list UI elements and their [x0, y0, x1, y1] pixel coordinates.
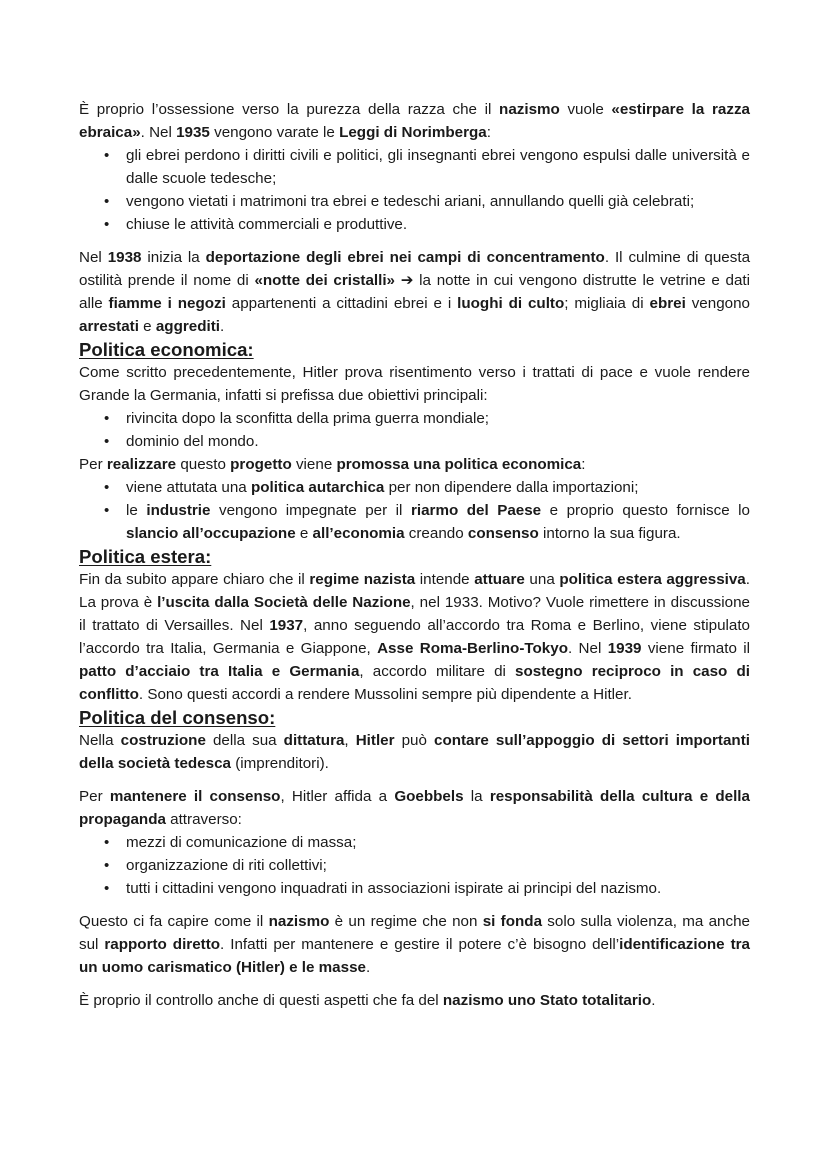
bold-text: «estirpare la razza ebraica»: [79, 101, 750, 141]
bold-text: all’economia: [312, 525, 405, 542]
text-run: :: [486, 124, 491, 141]
bold-text: attuare: [474, 571, 525, 588]
text-run: viene: [291, 456, 337, 473]
bold-text: dittatura: [283, 732, 345, 749]
text-run: è un regime che non: [329, 913, 483, 930]
list-objectives: [79, 407, 750, 453]
bold-text: arrestati: [79, 318, 139, 335]
text-run: .: [365, 959, 371, 976]
text-run: Per: [79, 788, 110, 805]
text-run: . La prova è: [79, 571, 750, 611]
bold-text: Asse Roma-Berlino-Tokyo: [377, 640, 568, 657]
text-run: Come scritto precedentemente, Hitler prova risentimento verso i trattati di pace e vuole rendere Grande la Germania, infatti si prefissa due obiettivi principali:: [79, 364, 750, 404]
text-run: :: [581, 456, 586, 473]
text-run: . Il culmine di questa ostilità prende il nome di: [79, 249, 751, 289]
bold-text: regime nazista: [309, 571, 416, 588]
paragraph-consensus-goebbels: [79, 785, 750, 831]
paragraph-1938-deportation: [79, 246, 750, 338]
list-economic-measures: [79, 476, 750, 545]
bold-text: l’uscita dalla Società delle Nazione: [157, 594, 411, 611]
text-run: questo: [176, 456, 231, 473]
bold-text: patto d’acciaio tra Italia e Germania: [79, 663, 360, 680]
text-run: viene attutata una: [126, 479, 251, 496]
text-run: Nella: [79, 732, 121, 749]
text-run: la: [463, 788, 490, 805]
bold-text: 1938: [107, 249, 142, 266]
text-run: viene firmato il: [641, 640, 750, 657]
text-run: vengono vietati i matrimoni tra ebrei e tedeschi ariani, annullando quelli già celebrati;: [126, 193, 695, 210]
bold-text: consenso: [467, 525, 539, 542]
text-run: solo sulla violenza, ma anche sul: [79, 913, 750, 953]
text-run: vuole: [559, 101, 612, 118]
text-run: ; migliaia di: [564, 295, 650, 312]
text-run: , accordo militare di: [359, 663, 516, 680]
text-run: È proprio l’ossessione verso la purezza della razza che il: [79, 101, 500, 118]
text-run: la notte in cui vengono distrutte le vetrine e dati alle: [79, 272, 751, 312]
list-item: [79, 213, 750, 236]
bold-text: luoghi di culto: [457, 295, 565, 312]
list-item: [79, 190, 750, 213]
bold-text: costruzione: [120, 732, 206, 749]
text-run: creando: [404, 525, 468, 542]
text-run: vengono varate le: [209, 124, 340, 141]
text-run: Per: [79, 456, 107, 473]
list-item: [79, 854, 750, 877]
text-run: vengono: [685, 295, 750, 312]
list-item: [79, 476, 750, 499]
bold-text: ebrei: [649, 295, 686, 312]
text-run: della sua: [205, 732, 284, 749]
text-run: mezzi di comunicazione di massa;: [126, 834, 357, 851]
bold-text: politica autarchica: [250, 479, 385, 496]
bold-text: responsabilità della cultura e della propaganda: [79, 788, 750, 828]
list-item: [79, 831, 750, 854]
text-run: gli ebrei perdono i diritti civili e politici, gli insegnanti ebrei vengono espulsi dalle università e dalle scuole tedesche;: [126, 147, 750, 187]
list-item: [79, 144, 750, 190]
text-run: . Infatti per mantenere e gestire il potere c’è bisogno dell’: [220, 936, 620, 953]
text-run: Fin da subito appare chiaro che il: [79, 571, 310, 588]
bold-text: slancio all’occupazione: [126, 525, 296, 542]
bold-text: realizzare: [106, 456, 177, 473]
bold-text: riarmo del Paese: [410, 502, 542, 519]
text-run: (imprenditori).: [230, 755, 329, 772]
text-run: Questo ci fa capire come il: [79, 913, 269, 930]
bold-text: fiamme i negozi: [108, 295, 226, 312]
text-run: È proprio il controllo anche di questi aspetti che fa del: [79, 992, 443, 1009]
text-run: rivincita dopo la sconfitta della prima guerra mondiale;: [126, 410, 490, 427]
text-run: Nel: [79, 249, 108, 266]
text-run: ,: [344, 732, 356, 749]
bold-text: rapporto diretto: [104, 936, 221, 953]
text-run: può: [394, 732, 434, 749]
bold-text: politica estera aggressiva: [559, 571, 746, 588]
list-item: [79, 877, 750, 900]
bold-text: deportazione degli ebrei nei campi di concentramento: [205, 249, 605, 266]
text-run: per non dipendere dalla importazioni;: [384, 479, 639, 496]
text-run: attraverso:: [165, 811, 242, 828]
text-run: e: [295, 525, 313, 542]
text-run: e: [138, 318, 156, 335]
paragraph-racial-purity: [79, 98, 750, 144]
heading-politica-estera: Politica estera:: [79, 546, 212, 567]
list-norimberga-laws: [79, 144, 750, 236]
heading-politica-consenso: Politica del consenso:: [79, 707, 276, 728]
text-run: , anno seguendo all’accordo tra Roma e Berlino, viene stipulato l’accordo tra Italia, Germania e Giappone,: [79, 617, 750, 657]
bold-text: progetto: [230, 456, 292, 473]
bold-text: mantenere il consenso: [109, 788, 281, 805]
list-item: [79, 499, 750, 545]
bold-text: Leggi di Norimberga: [339, 124, 487, 141]
text-run: una: [524, 571, 560, 588]
bold-text: contare sull’appoggio di settori importanti della società tedesca: [79, 732, 750, 772]
paragraph-foreign-policy: [79, 568, 750, 706]
bold-text: si fonda: [482, 913, 543, 930]
text-run: . Sono questi accordi a rendere Mussolini sempre più dipendente a Hitler.: [138, 686, 632, 703]
heading-politica-economica: Politica economica:: [79, 339, 254, 360]
text-run: . Nel: [567, 640, 608, 657]
text-run: organizzazione di riti collettivi;: [126, 857, 327, 874]
bold-text: Hitler: [355, 732, 395, 749]
paragraph-economic-project: [79, 453, 750, 476]
text-run: , Hitler affida a: [280, 788, 395, 805]
text-run: dominio del mondo.: [126, 433, 259, 450]
text-run: intorno la sua figura.: [538, 525, 681, 542]
bold-text: identificazione tra un uomo carismatico (Hitler) e le masse: [79, 936, 751, 976]
paragraph-consensus-regime: [79, 910, 750, 979]
document-page: [79, 98, 750, 1012]
bold-text: «notte dei cristalli» ➔: [254, 272, 414, 289]
bold-text: nazismo uno Stato totalitario: [442, 992, 652, 1009]
bold-text: nazismo: [499, 101, 560, 118]
list-propaganda-means: [79, 831, 750, 900]
text-run: le: [126, 502, 147, 519]
text-run: e proprio questo fornisce lo: [541, 502, 750, 519]
text-run: vengono impegnate per il: [210, 502, 411, 519]
bold-text: 1939: [607, 640, 642, 657]
text-run: intende: [415, 571, 475, 588]
text-run: tutti i cittadini vengono inquadrati in associazioni ispirate ai principi del nazismo.: [126, 880, 662, 897]
paragraph-consensus-support: [79, 729, 750, 775]
bold-text: aggrediti: [155, 318, 220, 335]
text-run: appartenenti a cittadini ebrei e i: [225, 295, 458, 312]
bold-text: 1935: [176, 124, 210, 141]
paragraph-totalitarian-state: [79, 989, 750, 1012]
bold-text: industrie: [146, 502, 211, 519]
bold-text: promossa una politica economica: [336, 456, 582, 473]
text-run: inizia la: [141, 249, 206, 266]
bold-text: Goebbels: [394, 788, 464, 805]
text-run: .: [219, 318, 225, 335]
bold-text: sostegno reciproco in caso di conflitto: [79, 663, 750, 703]
text-run: . Nel: [140, 124, 177, 141]
text-run: chiuse le attività commerciali e produttive.: [126, 216, 408, 233]
paragraph-economic-intro: [79, 361, 750, 407]
list-item: [79, 407, 750, 430]
text-run: .: [651, 992, 656, 1009]
bold-text: 1937: [269, 617, 304, 634]
text-run: , nel 1933. Motivo? Vuole rimettere in discussione il trattato di Versailles. Nel: [79, 594, 750, 634]
bold-text: nazismo: [268, 913, 330, 930]
list-item: [79, 430, 750, 453]
